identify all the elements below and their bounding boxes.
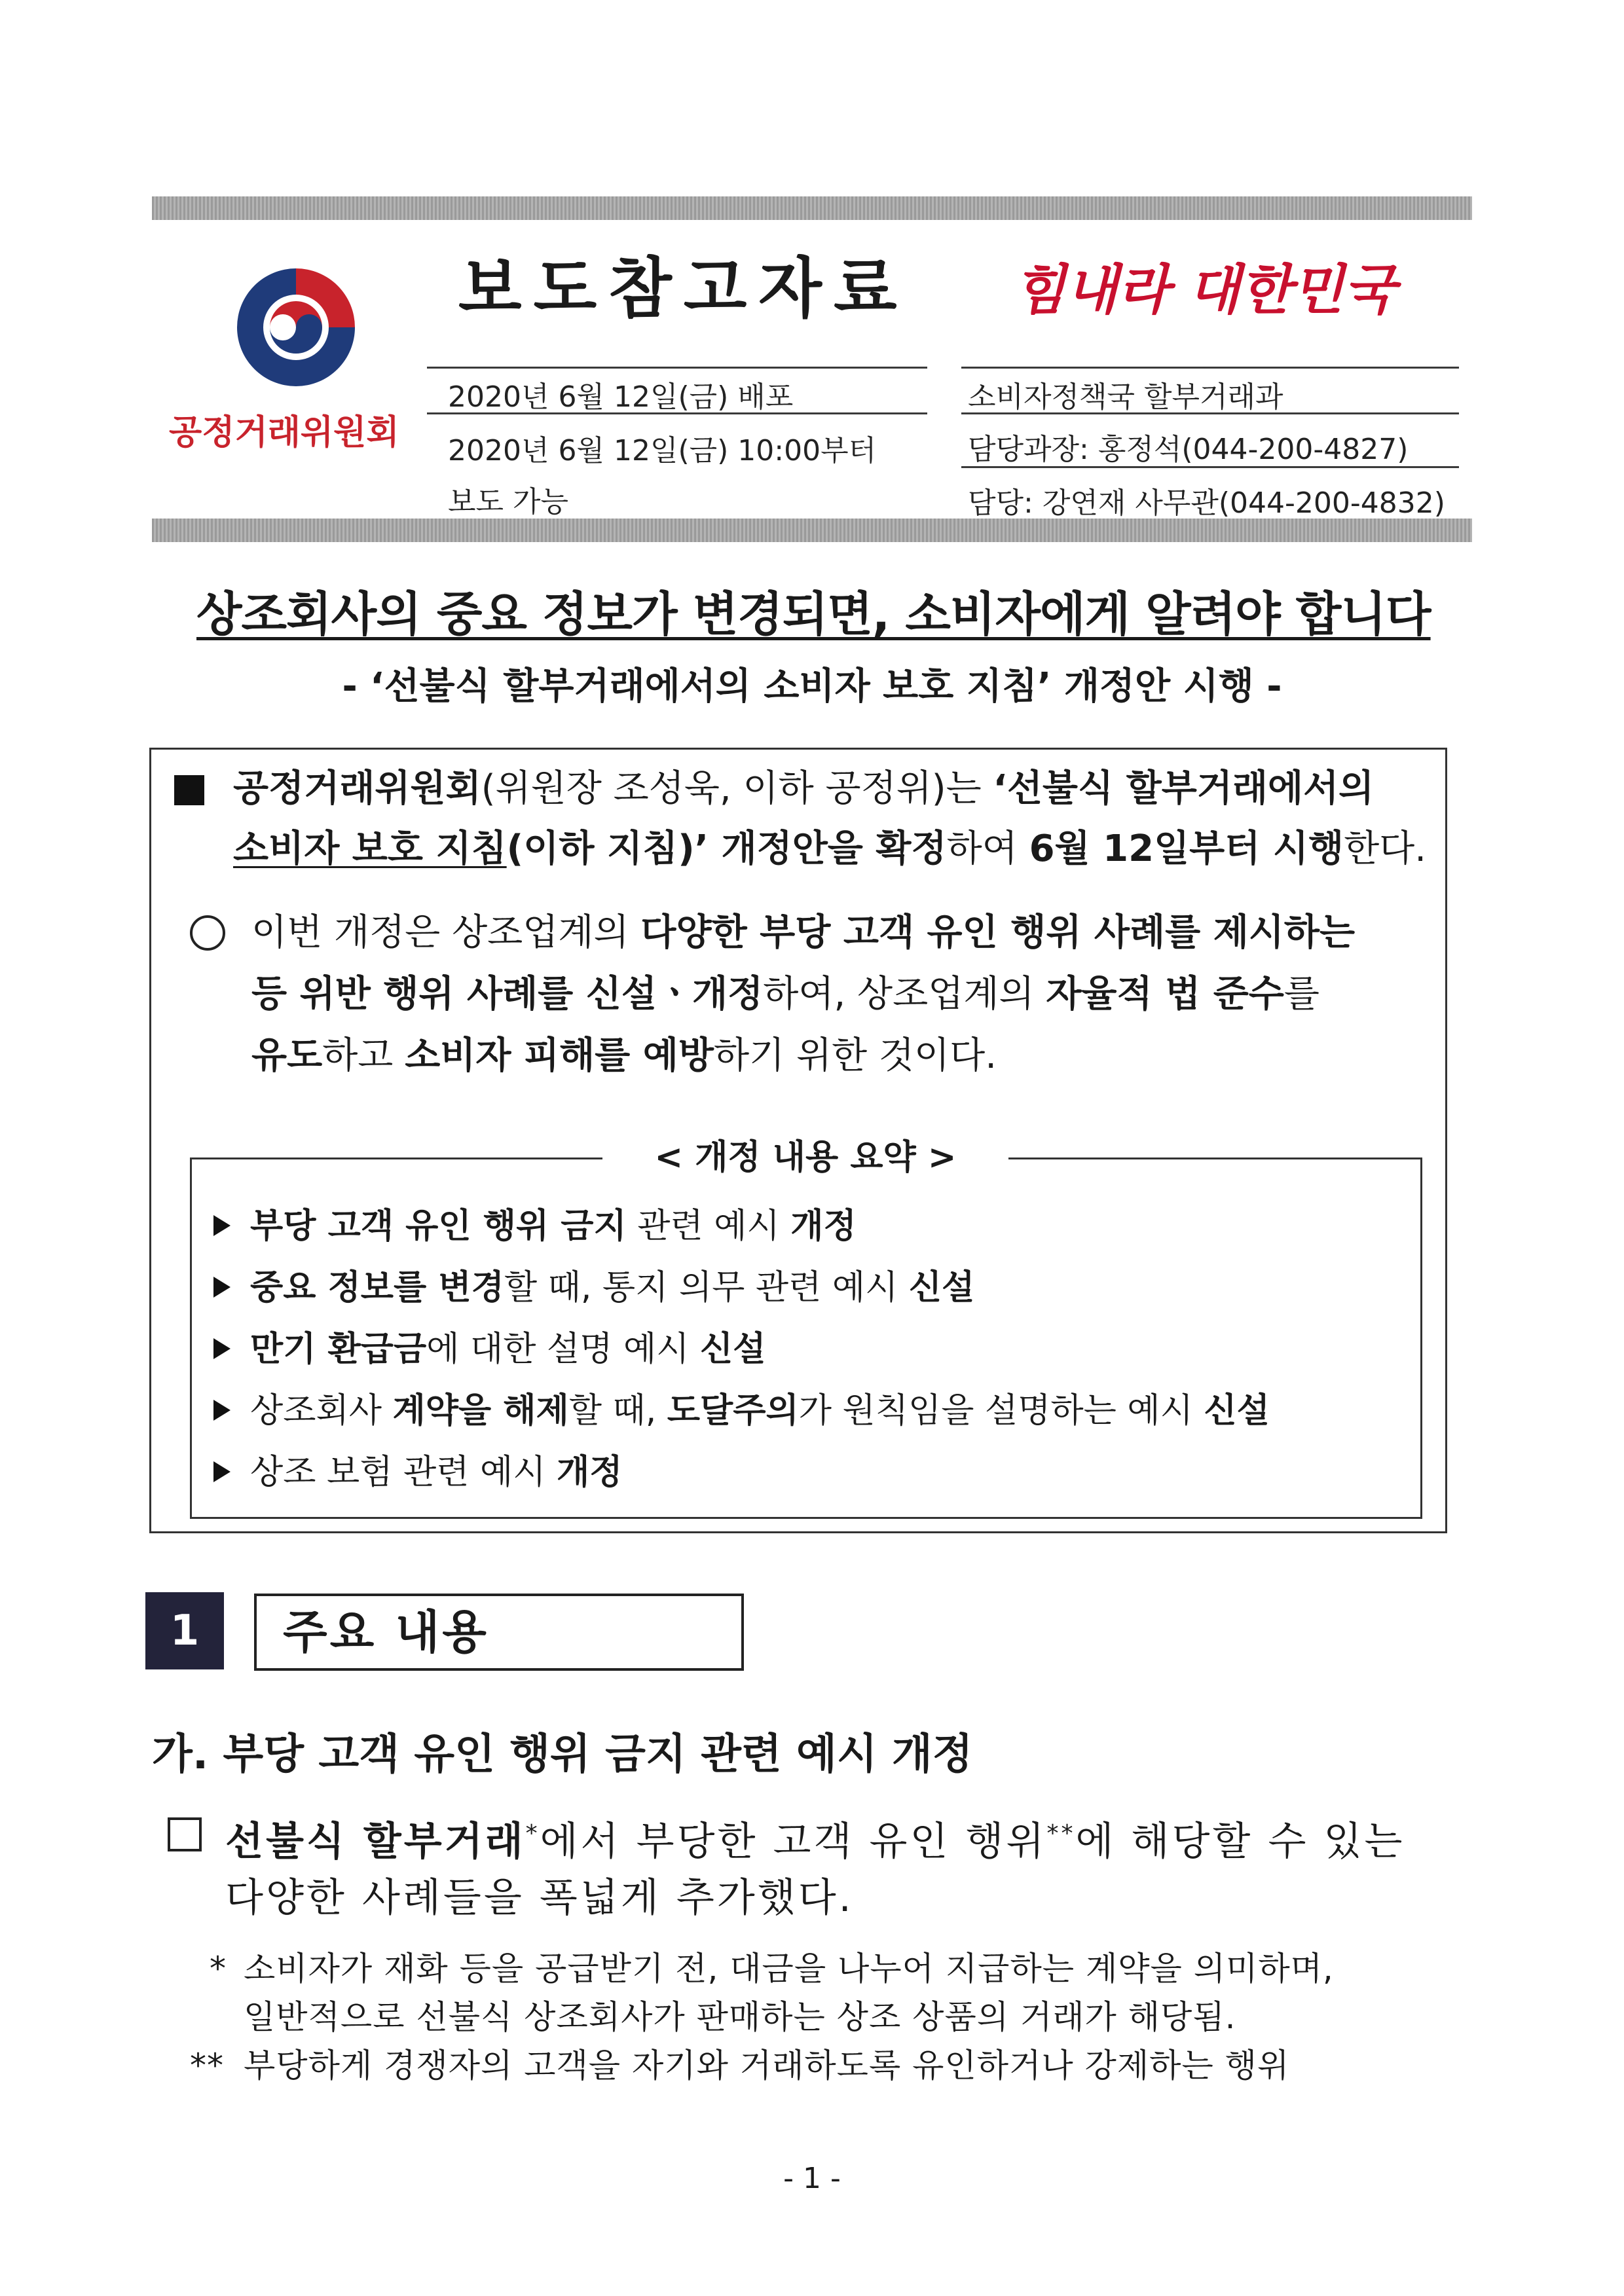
- triangle-bullet-icon: [213, 1461, 231, 1482]
- summary-item: 부당 고객 유인 행위 금지 관련 예시 개정: [213, 1195, 857, 1257]
- lead-paragraph-line: 소비자 보호 지침(이하 지침)’ 개정안을 확정하여 6월 12일부터 시행한다.: [233, 828, 1427, 870]
- lead-paragraph-line: 유도하고 소비자 피해를 예방하기 위한 것이다.: [251, 1034, 997, 1077]
- manager-contact: 담당과장: 홍정석(044-200-4827): [968, 433, 1409, 466]
- section-number: 1: [145, 1592, 224, 1669]
- taegeuk-logo-icon: [231, 262, 361, 393]
- triangle-bullet-icon: [213, 1400, 231, 1421]
- summary-item: 상조 보험 관련 예시 개정: [213, 1442, 622, 1503]
- slogan: 힘내라 대한민국: [1014, 259, 1396, 321]
- summary-title: < 개정 내용 요약 >: [602, 1137, 1008, 1178]
- distribution-date: 2020년 6월 12일(금) 배포: [448, 380, 794, 414]
- embargo-note: 보도 가능: [448, 485, 569, 519]
- header-rule: [427, 367, 927, 369]
- summary-item: 만기 환급금에 대한 설명 예시 신설: [213, 1319, 766, 1380]
- lead-paragraph-line: 이번 개정은 상조업계의 다양한 부당 고객 유인 행위 사례를 제시하는: [251, 911, 1356, 954]
- department: 소비자정책국 할부거래과: [968, 380, 1283, 414]
- footnote-marker: *: [210, 1950, 227, 1988]
- body-paragraph-line: 다양한 사례들을 폭넓게 추가했다.: [225, 1875, 854, 1921]
- subsection-title: 가. 부당 고객 유인 행위 금지 관련 예시 개정: [152, 1730, 973, 1779]
- headline-subtitle: - ‘선불식 할부거래에서의 소비자 보호 지침’ 개정안 시행 -: [342, 665, 1282, 708]
- triangle-bullet-icon: [213, 1277, 231, 1298]
- embargo-time: 2020년 6월 12일(금) 10:00부터: [448, 434, 877, 467]
- headline-title: 상조회사의 중요 정보가 변경되면, 소비자에게 알려야 합니다: [196, 587, 1431, 642]
- lead-paragraph-line: 등 위반 행위 사례를 신설ㆍ개정하여, 상조업계의 자율적 법 준수를: [251, 973, 1320, 1015]
- triangle-bullet-icon: [213, 1338, 231, 1359]
- page-number: - 1 -: [783, 2162, 841, 2195]
- footnote-line: 일반적으로 선불식 상조회사가 판매하는 상조 상품의 거래가 해당됨.: [244, 1998, 1236, 2036]
- header-bottom-band: [152, 519, 1472, 542]
- header-top-band: [152, 196, 1472, 220]
- summary-item: 중요 정보를 변경할 때, 통지 의무 관련 예시 신설: [213, 1257, 974, 1319]
- triangle-bullet-icon: [213, 1215, 231, 1236]
- lead-paragraph-line: 공정거래위원회(위원장 조성욱, 이하 공정위)는 ‘선불식 할부거래에서의: [233, 767, 1375, 810]
- section-title: 주요 내용: [254, 1594, 744, 1671]
- officer-contact: 담당: 강연재 사무관(044-200-4832): [968, 486, 1445, 520]
- summary-item: 상조회사 계약을 해제할 때, 도달주의가 원칙임을 설명하는 예시 신설: [213, 1380, 1270, 1442]
- footnote-marker: **: [190, 2047, 224, 2085]
- circle-bullet-icon: [190, 915, 225, 951]
- agency-name: 공정거래위원회: [169, 413, 399, 452]
- header-rule: [961, 367, 1459, 369]
- checkbox-bullet-icon: [168, 1817, 202, 1851]
- footnote-line: 부당하게 경쟁자의 고객을 자기와 거래하도록 유인하거나 강제하는 행위: [244, 2047, 1290, 2085]
- doc-type-title: 보도참고자료: [458, 250, 909, 327]
- body-paragraph-line: 선불식 할부거래*에서 부당한 고객 유인 행위**에 해당할 수 있는: [225, 1819, 1405, 1865]
- footnote-line: 소비자가 재화 등을 공급받기 전, 대금을 나누어 지급하는 계약을 의미하며,: [244, 1950, 1334, 1988]
- square-bullet-icon: [174, 775, 204, 805]
